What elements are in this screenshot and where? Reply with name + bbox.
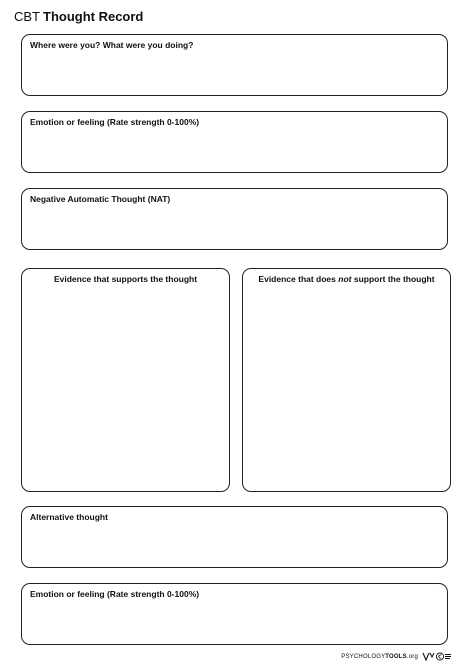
brand-part-c: .org xyxy=(406,653,418,660)
page-title xyxy=(14,9,143,24)
evidence-against-label-pre: Evidence that does xyxy=(258,274,339,284)
evidence-against-box[interactable] xyxy=(242,268,451,492)
emotion-before-label: Emotion or feeling (Rate strength 0-100%) xyxy=(30,117,200,127)
situation-label: Where were you? What were you doing? xyxy=(30,40,194,50)
evidence-for-label: Evidence that supports the thought xyxy=(53,274,198,284)
emotion-before-box[interactable] xyxy=(21,111,448,173)
evidence-against-label-em: not xyxy=(338,274,352,284)
emotion-after-box[interactable] xyxy=(21,583,448,645)
nat-label: Negative Automatic Thought (NAT) xyxy=(30,194,171,204)
brand-part-a: PSYCHOLOGY xyxy=(341,653,386,660)
title-prefix: CBT xyxy=(14,9,40,24)
situation-box[interactable] xyxy=(21,34,448,96)
creative-commons-icon xyxy=(422,652,452,661)
evidence-against-label xyxy=(243,275,450,284)
evidence-against-label-post: support the thought xyxy=(351,274,435,284)
title-main: Thought Record xyxy=(43,9,144,24)
emotion-after-label: Emotion or feeling (Rate strength 0-100%) xyxy=(30,589,200,599)
alternative-thought-label: Alternative thought xyxy=(30,512,108,522)
brand-part-b: TOOLS xyxy=(385,653,407,660)
evidence-for-box[interactable] xyxy=(21,268,230,492)
footer xyxy=(341,652,452,661)
nat-box[interactable] xyxy=(21,188,448,250)
footer-brand xyxy=(341,654,418,660)
alternative-thought-box[interactable] xyxy=(21,506,448,568)
